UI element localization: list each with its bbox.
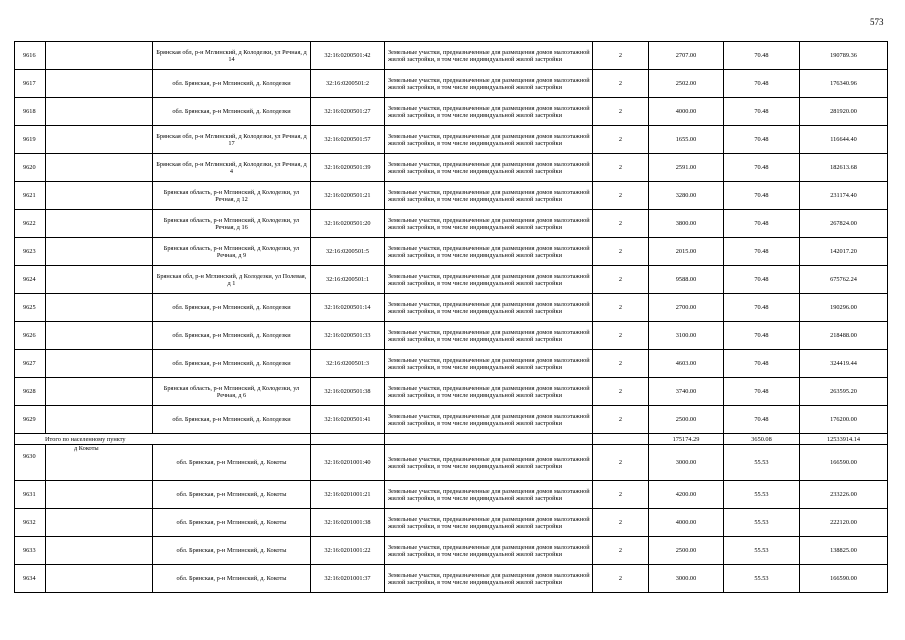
area-cell: 3100.00 bbox=[649, 322, 724, 350]
table-row bbox=[15, 294, 888, 322]
row-number: 9629 bbox=[15, 406, 46, 434]
cadastral-number-cell: 32:16:0200501:2 bbox=[311, 70, 385, 98]
cadastral-number-cell: 32:16:0201001:40 bbox=[311, 445, 385, 481]
purpose-cell: Земельные участки, предназначенные для размещения домов малоэтажной жилой застройки, в том числе индивидуальной жилой застройки bbox=[385, 406, 593, 434]
cadastral-number-cell: 32:16:0201001:37 bbox=[311, 565, 385, 593]
purpose-cell: Земельные участки, предназначенные для размещения домов малоэтажной жилой застройки, в том числе индивидуальной жилой застройки bbox=[385, 322, 593, 350]
locality-cell bbox=[46, 154, 153, 182]
locality-cell bbox=[46, 509, 153, 537]
address-cell: Брянская область, р-н Мглинский, д Колодезки, ул Речная, д 9 bbox=[153, 238, 311, 266]
group-cell: 2 bbox=[593, 565, 649, 593]
locality-cell bbox=[46, 565, 153, 593]
area-cell: 9588.00 bbox=[649, 266, 724, 294]
purpose-cell: Земельные участки, предназначенные для размещения домов малоэтажной жилой застройки, в том числе индивидуальной жилой застройки bbox=[385, 126, 593, 154]
group-cell: 2 bbox=[593, 537, 649, 565]
cadastral-number-cell: 32:16:0200501:1 bbox=[311, 266, 385, 294]
row-number: 9618 bbox=[15, 98, 46, 126]
group-cell: 2 bbox=[593, 210, 649, 238]
locality-cell bbox=[46, 378, 153, 406]
area-cell: 2591.00 bbox=[649, 154, 724, 182]
table-row bbox=[15, 42, 888, 70]
cadastral-value-cell: 176200.00 bbox=[800, 406, 888, 434]
address-cell: Брянская область, р-н Мглинский, д Колодезки, ул Речная, д 12 bbox=[153, 182, 311, 210]
cadastral-number-cell: 32:16:0200501:14 bbox=[311, 294, 385, 322]
table-row bbox=[15, 509, 888, 537]
empty-cell bbox=[385, 434, 593, 445]
row-number: 9627 bbox=[15, 350, 46, 378]
cadastral-number-cell: 32:16:0200501:21 bbox=[311, 182, 385, 210]
area-cell: 2707.00 bbox=[649, 42, 724, 70]
group-cell: 2 bbox=[593, 509, 649, 537]
area-cell: 3000.00 bbox=[649, 565, 724, 593]
row-number: 9626 bbox=[15, 322, 46, 350]
address-cell: обл. Брянская, р-н Мглинский, д. Колодезки bbox=[153, 294, 311, 322]
table-row bbox=[15, 98, 888, 126]
rate-cell: 70.48 bbox=[724, 406, 800, 434]
row-number: 9625 bbox=[15, 294, 46, 322]
address-cell: обл. Брянская, р-н Мглинский, д. Колодезки bbox=[153, 98, 311, 126]
row-number: 9622 bbox=[15, 210, 46, 238]
purpose-cell: Земельные участки, предназначенные для размещения домов малоэтажной жилой застройки, в том числе индивидуальной жилой застройки bbox=[385, 70, 593, 98]
address-cell: обл. Брянская, р-н Мглинский, д. Кокоты bbox=[153, 565, 311, 593]
cadastral-number-cell: 32:16:0201001:22 bbox=[311, 537, 385, 565]
rate-cell: 70.48 bbox=[724, 266, 800, 294]
table-row bbox=[15, 350, 888, 378]
group-cell: 2 bbox=[593, 126, 649, 154]
address-cell: Брянская область, р-н Мглинский, д Колодезки, ул Речная, д 6 bbox=[153, 378, 311, 406]
cadastral-value-cell: 166590.00 bbox=[800, 565, 888, 593]
address-cell: обл. Брянская, р-н Мглинский, д. Кокоты bbox=[153, 537, 311, 565]
cadastral-value-cell: 182613.68 bbox=[800, 154, 888, 182]
group-cell: 2 bbox=[593, 322, 649, 350]
area-cell: 3800.00 bbox=[649, 210, 724, 238]
address-cell: Брянская обл, р-н Мглинский, д Колодезки, ул Речная, д 4 bbox=[153, 154, 311, 182]
rate-cell: 70.48 bbox=[724, 182, 800, 210]
cadastral-number-cell: 32:16:0201001:21 bbox=[311, 481, 385, 509]
cadastral-number-cell: 32:16:0200501:33 bbox=[311, 322, 385, 350]
rate-cell: 55.53 bbox=[724, 565, 800, 593]
cadastral-number-cell: 32:16:0200501:20 bbox=[311, 210, 385, 238]
purpose-cell: Земельные участки, предназначенные для размещения домов малоэтажной жилой застройки, в том числе индивидуальной жилой застройки bbox=[385, 350, 593, 378]
cadastral-number-cell: 32:16:0200501:27 bbox=[311, 98, 385, 126]
purpose-cell: Земельные участки, предназначенные для размещения домов малоэтажной жилой застройки, в том числе индивидуальной жилой застройки bbox=[385, 210, 593, 238]
cadastral-value-cell: 190296.00 bbox=[800, 294, 888, 322]
area-cell: 4000.00 bbox=[649, 509, 724, 537]
cadastral-number-cell: 32:16:0200501:57 bbox=[311, 126, 385, 154]
address-cell: Брянская обл, р-н Мглинский, д Колодезки, ул Полевая, д 1 bbox=[153, 266, 311, 294]
rate-cell: 70.48 bbox=[724, 126, 800, 154]
row-number: 9631 bbox=[15, 481, 46, 509]
locality-cell bbox=[46, 481, 153, 509]
table-row bbox=[15, 322, 888, 350]
row-number: 9619 bbox=[15, 126, 46, 154]
address-cell: обл. Брянская, р-н Мглинский, д. Колодезки bbox=[153, 350, 311, 378]
table-row bbox=[15, 565, 888, 593]
cadastral-number-cell: 32:16:0201001:38 bbox=[311, 509, 385, 537]
cadastral-value-cell: 116644.40 bbox=[800, 126, 888, 154]
empty-cell bbox=[311, 434, 385, 445]
row-number: 9620 bbox=[15, 154, 46, 182]
row-number: 9634 bbox=[15, 565, 46, 593]
total-area: 175174.29 bbox=[649, 434, 724, 445]
locality-cell bbox=[46, 70, 153, 98]
locality-cell bbox=[46, 445, 153, 481]
purpose-cell: Земельные участки, предназначенные для размещения домов малоэтажной жилой застройки, в том числе индивидуальной жилой застройки bbox=[385, 481, 593, 509]
rate-cell: 70.48 bbox=[724, 350, 800, 378]
table-row bbox=[15, 70, 888, 98]
total-row bbox=[15, 434, 888, 445]
cadastral-value-cell: 324419.44 bbox=[800, 350, 888, 378]
area-cell: 3000.00 bbox=[649, 445, 724, 481]
total-label: Итого по населенному пункту bbox=[15, 434, 311, 445]
area-cell: 3740.00 bbox=[649, 378, 724, 406]
rate-cell: 70.48 bbox=[724, 238, 800, 266]
group-cell: 2 bbox=[593, 182, 649, 210]
address-cell: Брянская обл, р-н Мглинский, д Колодезки, ул Речная, д 14 bbox=[153, 42, 311, 70]
table-row bbox=[15, 182, 888, 210]
cadastral-value-cell: 218488.00 bbox=[800, 322, 888, 350]
rate-cell: 70.48 bbox=[724, 154, 800, 182]
group-cell: 2 bbox=[593, 378, 649, 406]
table-row bbox=[15, 378, 888, 406]
group-cell: 2 bbox=[593, 481, 649, 509]
table-row bbox=[15, 481, 888, 509]
area-cell: 1655.00 bbox=[649, 126, 724, 154]
table-row bbox=[15, 445, 888, 481]
cadastral-value-cell: 222120.00 bbox=[800, 509, 888, 537]
area-cell: 2500.00 bbox=[649, 406, 724, 434]
row-number: 9624 bbox=[15, 266, 46, 294]
purpose-cell: Земельные участки, предназначенные для размещения домов малоэтажной жилой застройки, в том числе индивидуальной жилой застройки bbox=[385, 537, 593, 565]
rate-cell: 55.53 bbox=[724, 509, 800, 537]
page-number: 573 bbox=[870, 17, 884, 27]
row-number: 9628 bbox=[15, 378, 46, 406]
cadastral-number-cell: 32:16:0200501:42 bbox=[311, 42, 385, 70]
address-cell: Брянская обл, р-н Мглинский, д Колодезки, ул Речная, д 17 bbox=[153, 126, 311, 154]
cadastral-number-cell: 32:16:0200501:5 bbox=[311, 238, 385, 266]
purpose-cell: Земельные участки, предназначенные для размещения домов малоэтажной жилой застройки, в том числе индивидуальной жилой застройки bbox=[385, 378, 593, 406]
table-row bbox=[15, 266, 888, 294]
row-number: 9630 bbox=[15, 445, 46, 481]
group-cell: 2 bbox=[593, 266, 649, 294]
group-cell: 2 bbox=[593, 350, 649, 378]
total-rate: 3650.08 bbox=[724, 434, 800, 445]
locality-cell bbox=[46, 238, 153, 266]
address-cell: обл. Брянская, р-н Мглинский, д. Кокоты bbox=[153, 445, 311, 481]
address-cell: Брянская область, р-н Мглинский, д Колодезки, ул Речная, д 16 bbox=[153, 210, 311, 238]
group-cell: 2 bbox=[593, 154, 649, 182]
cadastral-value-cell: 675762.24 bbox=[800, 266, 888, 294]
cadastral-number-cell: 32:16:0200501:38 bbox=[311, 378, 385, 406]
rate-cell: 70.48 bbox=[724, 42, 800, 70]
locality-cell bbox=[46, 126, 153, 154]
cadastral-value-cell: 176340.96 bbox=[800, 70, 888, 98]
table-row bbox=[15, 154, 888, 182]
row-number: 9633 bbox=[15, 537, 46, 565]
address-cell: обл. Брянская, р-н Мглинский, д. Колодезки bbox=[153, 406, 311, 434]
area-cell: 4603.00 bbox=[649, 350, 724, 378]
row-number: 9632 bbox=[15, 509, 46, 537]
total-value: 12533914.14 bbox=[800, 434, 888, 445]
purpose-cell: Земельные участки, предназначенные для размещения домов малоэтажной жилой застройки, в том числе индивидуальной жилой застройки bbox=[385, 238, 593, 266]
rate-cell: 70.48 bbox=[724, 294, 800, 322]
purpose-cell: Земельные участки, предназначенные для размещения домов малоэтажной жилой застройки, в том числе индивидуальной жилой застройки bbox=[385, 98, 593, 126]
cadastral-number-cell: 32:16:0200501:41 bbox=[311, 406, 385, 434]
cadastral-value-cell: 190789.36 bbox=[800, 42, 888, 70]
cadastral-value-cell: 142017.20 bbox=[800, 238, 888, 266]
table-row bbox=[15, 406, 888, 434]
rate-cell: 70.48 bbox=[724, 378, 800, 406]
group-cell: 2 bbox=[593, 238, 649, 266]
group-cell: 2 bbox=[593, 294, 649, 322]
table-row bbox=[15, 537, 888, 565]
row-number: 9616 bbox=[15, 42, 46, 70]
purpose-cell: Земельные участки, предназначенные для размещения домов малоэтажной жилой застройки, в том числе индивидуальной жилой застройки bbox=[385, 42, 593, 70]
locality-cell bbox=[46, 537, 153, 565]
cadastral-value-cell: 281920.00 bbox=[800, 98, 888, 126]
locality-cell bbox=[46, 210, 153, 238]
area-cell: 2500.00 bbox=[649, 537, 724, 565]
purpose-cell: Земельные участки, предназначенные для размещения домов малоэтажной жилой застройки, в том числе индивидуальной жилой застройки bbox=[385, 154, 593, 182]
purpose-cell: Земельные участки, предназначенные для размещения домов малоэтажной жилой застройки, в том числе индивидуальной жилой застройки bbox=[385, 266, 593, 294]
area-cell: 2700.00 bbox=[649, 294, 724, 322]
area-cell: 2502.00 bbox=[649, 70, 724, 98]
purpose-cell: Земельные участки, предназначенные для размещения домов малоэтажной жилой застройки, в том числе индивидуальной жилой застройки bbox=[385, 294, 593, 322]
table-row bbox=[15, 238, 888, 266]
group-cell: 2 bbox=[593, 406, 649, 434]
land-registry-table bbox=[14, 41, 888, 593]
cadastral-value-cell: 138825.00 bbox=[800, 537, 888, 565]
rate-cell: 70.48 bbox=[724, 322, 800, 350]
table-row bbox=[15, 210, 888, 238]
table-row bbox=[15, 126, 888, 154]
row-number: 9623 bbox=[15, 238, 46, 266]
rate-cell: 70.48 bbox=[724, 70, 800, 98]
locality-cell bbox=[46, 266, 153, 294]
cadastral-value-cell: 166590.00 bbox=[800, 445, 888, 481]
address-cell: обл. Брянская, р-н Мглинский, д. Кокоты bbox=[153, 509, 311, 537]
rate-cell: 55.53 bbox=[724, 481, 800, 509]
address-cell: обл. Брянская, р-н Мглинский, д. Колодезки bbox=[153, 322, 311, 350]
area-cell: 4000.00 bbox=[649, 98, 724, 126]
locality-cell bbox=[46, 322, 153, 350]
locality-cell bbox=[46, 98, 153, 126]
area-cell: 3280.00 bbox=[649, 182, 724, 210]
group-cell: 2 bbox=[593, 445, 649, 481]
rate-cell: 70.48 bbox=[724, 210, 800, 238]
address-cell: обл. Брянская, р-н Мглинский, д. Кокоты bbox=[153, 481, 311, 509]
cadastral-number-cell: 32:16:0200501:39 bbox=[311, 154, 385, 182]
cadastral-value-cell: 267824.00 bbox=[800, 210, 888, 238]
group-cell: 2 bbox=[593, 70, 649, 98]
locality-name: д Кокоты bbox=[74, 445, 99, 452]
cadastral-value-cell: 233226.00 bbox=[800, 481, 888, 509]
purpose-cell: Земельные участки, предназначенные для размещения домов малоэтажной жилой застройки, в том числе индивидуальной жилой застройки bbox=[385, 445, 593, 481]
group-cell: 2 bbox=[593, 42, 649, 70]
area-cell: 2015.00 bbox=[649, 238, 724, 266]
area-cell: 4200.00 bbox=[649, 481, 724, 509]
cadastral-number-cell: 32:16:0200501:3 bbox=[311, 350, 385, 378]
rate-cell: 70.48 bbox=[724, 98, 800, 126]
locality-cell bbox=[46, 182, 153, 210]
empty-cell bbox=[593, 434, 649, 445]
row-number: 9621 bbox=[15, 182, 46, 210]
locality-cell bbox=[46, 406, 153, 434]
cadastral-value-cell: 231174.40 bbox=[800, 182, 888, 210]
locality-cell bbox=[46, 350, 153, 378]
row-number: 9617 bbox=[15, 70, 46, 98]
purpose-cell: Земельные участки, предназначенные для размещения домов малоэтажной жилой застройки, в том числе индивидуальной жилой застройки bbox=[385, 509, 593, 537]
purpose-cell: Земельные участки, предназначенные для размещения домов малоэтажной жилой застройки, в том числе индивидуальной жилой застройки bbox=[385, 182, 593, 210]
group-cell: 2 bbox=[593, 98, 649, 126]
locality-cell bbox=[46, 42, 153, 70]
rate-cell: 55.53 bbox=[724, 445, 800, 481]
rate-cell: 55.53 bbox=[724, 537, 800, 565]
locality-cell bbox=[46, 294, 153, 322]
purpose-cell: Земельные участки, предназначенные для размещения домов малоэтажной жилой застройки, в том числе индивидуальной жилой застройки bbox=[385, 565, 593, 593]
cadastral-value-cell: 263595.20 bbox=[800, 378, 888, 406]
address-cell: обл. Брянская, р-н Мглинский, д. Колодезки bbox=[153, 70, 311, 98]
